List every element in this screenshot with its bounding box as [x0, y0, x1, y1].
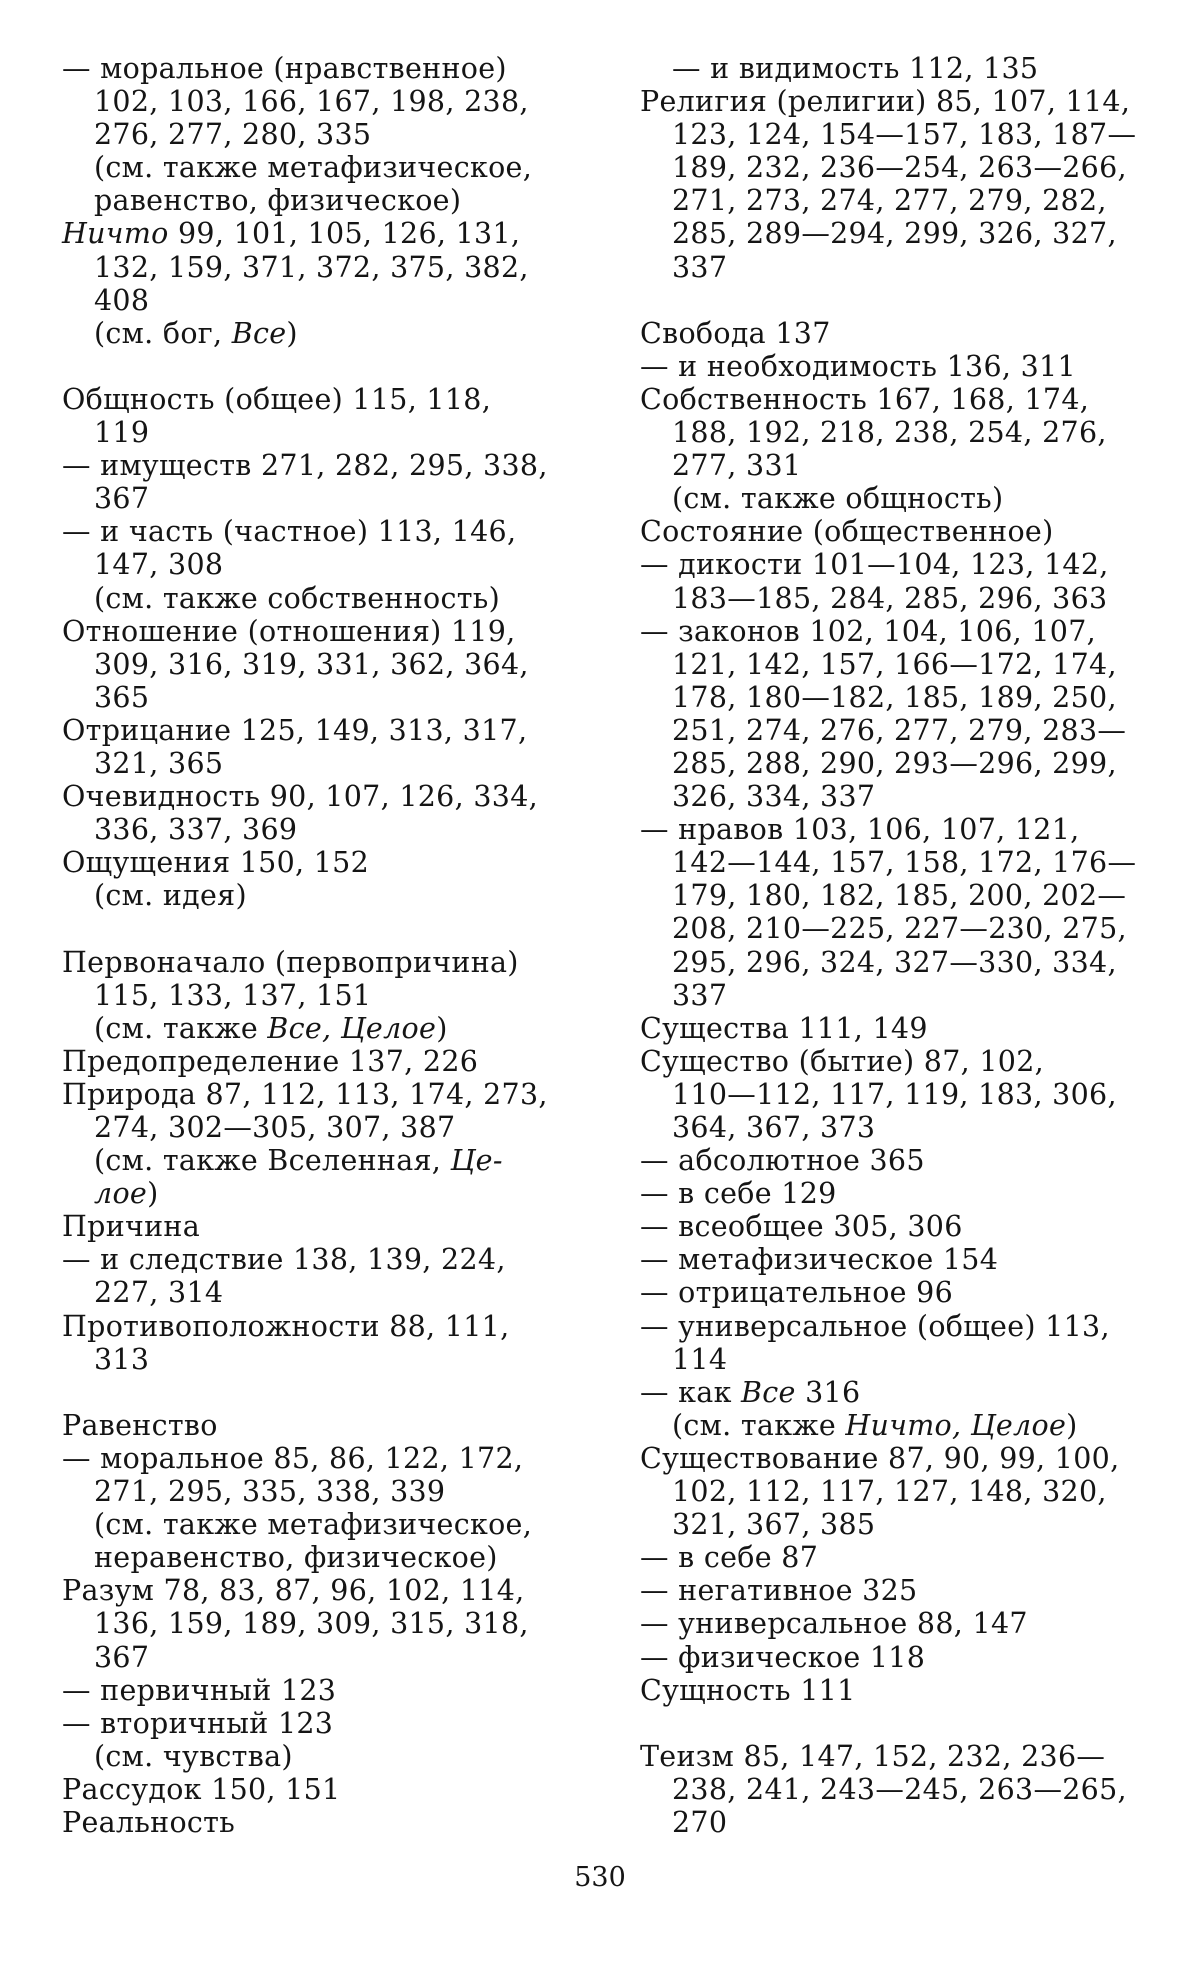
index-text: (см. также	[94, 1011, 268, 1045]
index-line	[640, 1078, 1140, 1111]
index-line	[62, 1641, 556, 1674]
index-text: 147, 308	[94, 548, 224, 582]
index-line	[640, 747, 1140, 780]
index-text: — и следствие 138, 139, 224,	[62, 1243, 506, 1277]
index-text: 295, 296, 324, 327—330, 334,	[672, 945, 1117, 979]
index-line	[640, 1806, 1140, 1839]
index-line	[62, 1442, 556, 1475]
index-line	[62, 846, 556, 879]
index-text: — универсальное (общее) 113,	[640, 1309, 1110, 1343]
index-text: Предопределение 137, 226	[62, 1044, 479, 1078]
index-text: 271, 295, 335, 338, 339	[94, 1475, 446, 1509]
index-text: — и видимость 112, 135	[672, 52, 1039, 85]
index-text: 276, 277, 280, 335	[94, 118, 372, 152]
index-line	[640, 383, 1140, 416]
page-number: 530	[574, 1862, 626, 1893]
index-line	[640, 582, 1140, 615]
index-text: — и часть (частное) 113, 146,	[62, 515, 517, 549]
index-line	[62, 879, 556, 912]
index-line	[62, 548, 556, 581]
index-line	[640, 52, 1140, 85]
index-line	[640, 1574, 1140, 1607]
index-line	[640, 1508, 1140, 1541]
index-text: — универсальное 88, 147	[640, 1607, 1028, 1641]
index-text: Теизм 85, 147, 152, 232, 236—	[640, 1739, 1106, 1773]
index-text: 142—144, 157, 158, 172, 176—	[672, 846, 1137, 880]
index-text: (см. также общность)	[672, 482, 1004, 516]
index-line	[62, 383, 556, 416]
index-line	[640, 151, 1140, 184]
index-text: 365	[94, 680, 150, 714]
index-line	[640, 317, 1140, 350]
index-line	[62, 1111, 556, 1144]
index-line	[62, 1740, 556, 1773]
index-text: — законов 102, 104, 106, 107,	[640, 614, 1097, 648]
index-text: 321, 367, 385	[672, 1508, 876, 1542]
index-term-italic: Все	[231, 316, 287, 350]
index-text: — в себе 87	[640, 1541, 819, 1575]
index-line	[62, 1707, 556, 1740]
index-line	[640, 813, 1140, 846]
index-line	[640, 85, 1140, 118]
index-line	[62, 449, 556, 482]
index-text: — вторичный 123	[62, 1706, 334, 1740]
index-text: — метафизическое 154	[640, 1243, 999, 1277]
index-line	[640, 1740, 1140, 1773]
index-text: — всеобщее 305, 306	[640, 1210, 963, 1244]
index-text: 110—112, 117, 119, 183, 306,	[672, 1077, 1117, 1111]
blank-line	[62, 350, 556, 383]
index-line	[62, 780, 556, 813]
index-text: — моральное 85, 86, 122, 172,	[62, 1441, 524, 1475]
index-text: — имуществ 271, 282, 295, 338,	[62, 449, 548, 483]
index-line	[640, 681, 1140, 714]
index-text: Существа 111, 149	[640, 1011, 928, 1045]
index-text: 238, 241, 243—245, 263—265,	[672, 1772, 1127, 1806]
index-text: 114	[672, 1342, 728, 1376]
index-text: )	[147, 1177, 159, 1211]
index-text: Состояние (общественное)	[640, 515, 1054, 549]
index-text: Разум 78, 83, 87, 96, 102, 114,	[62, 1574, 525, 1608]
index-line	[640, 1210, 1140, 1243]
index-line	[640, 780, 1140, 813]
index-column-right	[640, 52, 1140, 1839]
index-text: Сущность 111	[640, 1673, 856, 1707]
index-line	[62, 1674, 556, 1707]
index-text: 227, 314	[94, 1276, 224, 1310]
index-line	[640, 1012, 1140, 1045]
index-line	[640, 1641, 1140, 1674]
index-line	[62, 1574, 556, 1607]
index-text: 364, 367, 373	[672, 1111, 876, 1144]
index-line	[62, 515, 556, 548]
index-text: (см. также собственность)	[94, 581, 501, 615]
index-line	[640, 979, 1140, 1012]
index-line	[62, 118, 556, 151]
index-text: 337	[672, 978, 728, 1012]
index-text: 367	[94, 1640, 150, 1674]
index-term-italic: Це-	[450, 1144, 503, 1178]
index-text: Религия (религии) 85, 107, 114,	[640, 85, 1131, 119]
index-text: 270	[672, 1805, 728, 1839]
index-text: Очевидность 90, 107, 126, 334,	[62, 780, 538, 814]
index-text: Противоположности 88, 111,	[62, 1309, 510, 1343]
index-line	[640, 1376, 1140, 1409]
index-text: Свобода 137	[640, 316, 831, 350]
index-line	[62, 251, 556, 284]
index-text: — дикости 101—104, 123, 142,	[640, 548, 1109, 582]
index-line	[640, 1111, 1140, 1144]
index-term-italic: лое	[94, 1177, 148, 1211]
index-text: 326, 334, 337	[672, 780, 876, 814]
index-text: 119	[94, 416, 150, 450]
index-line	[62, 582, 556, 615]
index-line	[62, 151, 556, 184]
index-line	[62, 1310, 556, 1343]
index-text: 271, 273, 274, 277, 279, 282,	[672, 184, 1107, 218]
index-line	[640, 1674, 1140, 1707]
index-text: )	[1066, 1408, 1078, 1442]
index-term-italic: Все	[741, 1375, 796, 1409]
index-text: — моральное (нравственное)	[62, 52, 507, 85]
index-line	[62, 1409, 556, 1442]
index-line	[640, 1310, 1140, 1343]
index-line	[640, 1607, 1140, 1640]
index-line	[62, 946, 556, 979]
index-line	[640, 217, 1140, 250]
index-text: — первичный 123	[62, 1673, 337, 1707]
index-line	[62, 1773, 556, 1806]
index-line	[640, 416, 1140, 449]
index-text: Собственность 167, 168, 174,	[640, 382, 1090, 416]
index-line	[62, 85, 556, 118]
index-line	[640, 515, 1140, 548]
index-text: — абсолютное 365	[640, 1144, 925, 1178]
index-line	[62, 1508, 556, 1541]
blank-line	[62, 912, 556, 945]
index-text: — физическое 118	[640, 1640, 926, 1674]
index-text: — в себе 129	[640, 1177, 837, 1211]
index-line	[62, 1177, 556, 1210]
index-line	[62, 184, 556, 217]
index-text: 102, 112, 117, 127, 148, 320,	[672, 1475, 1107, 1509]
index-line	[62, 1012, 556, 1045]
index-line	[62, 615, 556, 648]
index-text: Равенство	[62, 1408, 218, 1442]
index-line	[640, 1045, 1140, 1078]
index-line	[640, 846, 1140, 879]
index-line	[62, 747, 556, 780]
index-text: 183—185, 284, 285, 296, 363	[672, 581, 1108, 615]
index-text: 285, 288, 290, 293—296, 299,	[672, 746, 1117, 780]
index-text: 123, 124, 154—157, 183, 187—	[672, 118, 1137, 152]
index-line	[62, 1144, 556, 1177]
index-text: — нравов 103, 106, 107, 121,	[640, 813, 1080, 847]
index-line	[62, 714, 556, 747]
index-line	[640, 184, 1140, 217]
index-text: Реальность	[62, 1805, 236, 1839]
index-line	[62, 482, 556, 515]
blank-line	[62, 1376, 556, 1409]
index-line	[62, 1475, 556, 1508]
index-line	[62, 416, 556, 449]
index-line	[640, 1177, 1140, 1210]
index-line	[62, 52, 556, 85]
index-line	[640, 1276, 1140, 1309]
index-text: Ощущения 150, 152	[62, 846, 370, 880]
index-line	[640, 946, 1140, 979]
index-line	[62, 1806, 556, 1839]
index-term-italic: Ничто, Целое	[845, 1408, 1067, 1442]
index-text: Рассудок 150, 151	[62, 1772, 341, 1806]
index-text: (см. идея)	[94, 879, 247, 913]
index-text: (см. также Вселенная,	[94, 1144, 451, 1178]
index-line	[62, 1276, 556, 1309]
index-line	[62, 648, 556, 681]
index-line	[640, 714, 1140, 747]
index-line	[640, 615, 1140, 648]
index-text: 316	[795, 1375, 861, 1409]
index-text: Природа 87, 112, 113, 174, 273,	[62, 1077, 548, 1111]
index-line	[640, 879, 1140, 912]
index-line	[62, 217, 556, 250]
index-text: 189, 232, 236—254, 263—266,	[672, 151, 1127, 185]
index-text: (см. чувства)	[94, 1739, 293, 1773]
index-line	[640, 350, 1140, 383]
index-text: 408	[94, 283, 150, 317]
index-text: — отрицательное 96	[640, 1276, 954, 1310]
index-text: 136, 159, 189, 309, 315, 318,	[94, 1607, 529, 1641]
index-line	[640, 1442, 1140, 1475]
index-line	[62, 284, 556, 317]
index-text: — и необходимость 136, 311	[640, 349, 1076, 383]
index-text: 313	[94, 1342, 150, 1376]
index-text: неравенство, физическое)	[94, 1541, 498, 1575]
index-text: )	[286, 316, 298, 350]
index-text: Общность (общее) 115, 118,	[62, 382, 492, 416]
index-text: (см. бог,	[94, 316, 232, 350]
index-text: равенство, физическое)	[94, 184, 462, 218]
blank-line	[640, 284, 1140, 317]
index-text: 132, 159, 371, 372, 375, 382,	[94, 250, 529, 284]
index-line	[640, 1144, 1140, 1177]
index-text: 102, 103, 166, 167, 198, 238,	[94, 85, 529, 119]
index-text: Первоначало (первопричина)	[62, 945, 519, 979]
index-term-italic: Все, Целое	[267, 1011, 437, 1045]
index-line	[640, 449, 1140, 482]
index-line	[640, 118, 1140, 151]
index-term-italic: Ничто	[62, 217, 169, 251]
index-line	[640, 912, 1140, 945]
index-line	[62, 1210, 556, 1243]
index-line	[640, 1541, 1140, 1574]
index-line	[640, 1773, 1140, 1806]
index-line	[62, 681, 556, 714]
index-text: 367	[94, 482, 150, 516]
index-line	[62, 317, 556, 350]
index-line	[640, 1409, 1140, 1442]
index-line	[640, 251, 1140, 284]
index-line	[62, 1343, 556, 1376]
index-text: Отрицание 125, 149, 313, 317,	[62, 713, 528, 747]
index-line	[62, 979, 556, 1012]
index-line	[640, 648, 1140, 681]
index-line	[640, 482, 1140, 515]
index-line	[640, 1343, 1140, 1376]
index-text: Существо (бытие) 87, 102,	[640, 1044, 1045, 1078]
index-text: 337	[672, 250, 728, 284]
index-text: 251, 274, 276, 277, 279, 283—	[672, 713, 1127, 747]
index-text: 285, 289—294, 299, 326, 327,	[672, 217, 1117, 251]
index-text: 115, 133, 137, 151	[94, 978, 372, 1012]
index-line	[62, 1541, 556, 1574]
index-text: — как	[640, 1375, 742, 1409]
index-text: 178, 180—182, 185, 189, 250,	[672, 680, 1117, 714]
index-text: (см. также	[672, 1408, 846, 1442]
index-line	[62, 1045, 556, 1078]
index-line	[62, 813, 556, 846]
index-column-left	[62, 52, 556, 1839]
index-text: 336, 337, 369	[94, 813, 298, 847]
index-text: 321, 365	[94, 746, 224, 780]
index-text: — негативное 325	[640, 1574, 918, 1608]
index-text: 274, 302—305, 307, 387	[94, 1111, 456, 1144]
index-text: Существование 87, 90, 99, 100,	[640, 1441, 1120, 1475]
index-line	[62, 1078, 556, 1111]
index-line	[640, 548, 1140, 581]
index-text: (см. также метафизическое,	[94, 151, 533, 185]
index-text: 188, 192, 218, 238, 254, 276,	[672, 416, 1107, 450]
index-text: )	[436, 1011, 448, 1045]
index-line	[62, 1607, 556, 1640]
index-text: Причина	[62, 1210, 201, 1244]
index-text: 121, 142, 157, 166—172, 174,	[672, 647, 1117, 681]
index-text: 179, 180, 182, 185, 200, 202—	[672, 879, 1127, 913]
index-line	[62, 1243, 556, 1276]
index-text: Отношение (отношения) 119,	[62, 614, 516, 648]
blank-line	[640, 1707, 1140, 1740]
index-text: (см. также метафизическое,	[94, 1508, 533, 1542]
index-text: 277, 331	[672, 449, 802, 483]
index-line	[640, 1243, 1140, 1276]
index-text: 309, 316, 319, 331, 362, 364,	[94, 647, 529, 681]
index-line	[640, 1475, 1140, 1508]
index-text: 208, 210—225, 227—230, 275,	[672, 912, 1127, 946]
index-text: 99, 101, 105, 126, 131,	[168, 217, 521, 251]
